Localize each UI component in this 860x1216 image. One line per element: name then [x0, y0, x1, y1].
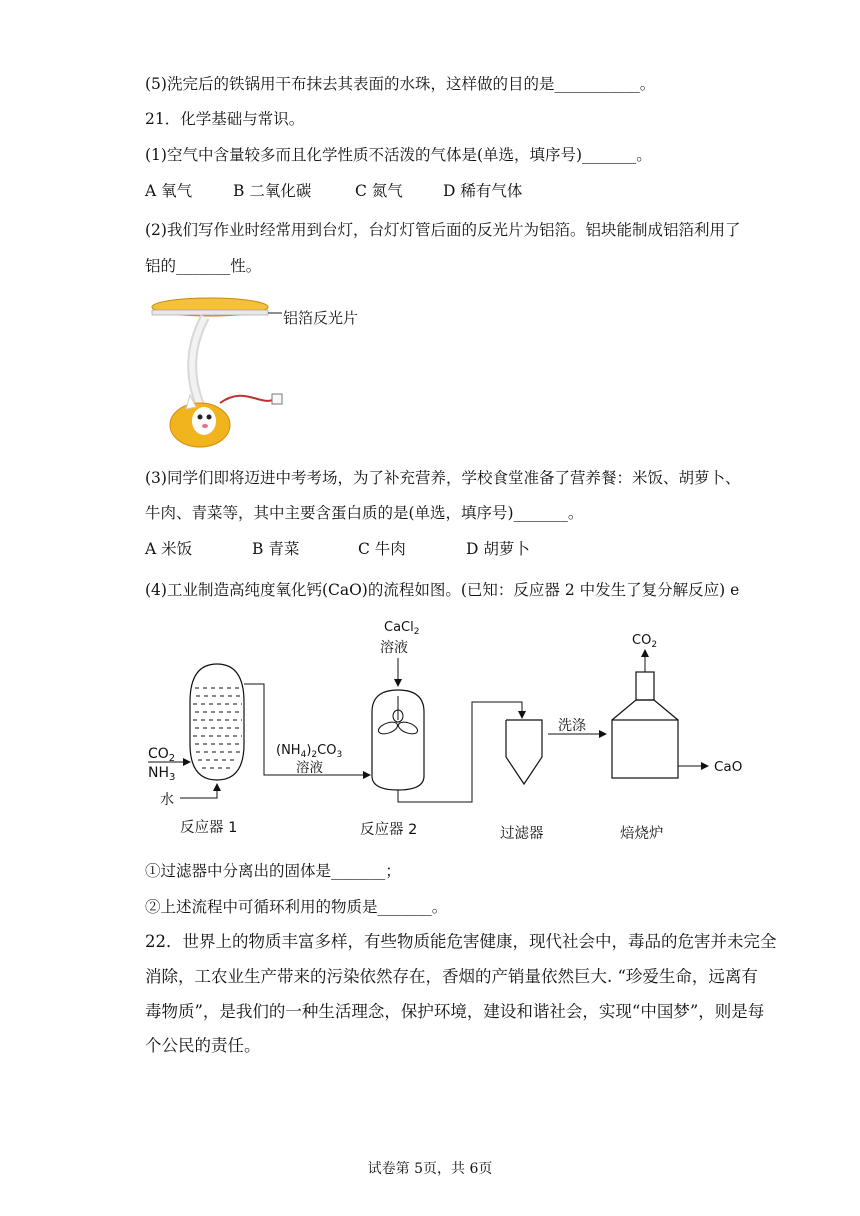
- q22-line4: 个公民的责任。: [145, 1036, 261, 1055]
- q21-p4-question2: ②上述流程中可循环利用的物质是_______。: [145, 898, 448, 916]
- q21-p3-option-c: C 牛肉: [358, 540, 406, 558]
- q22-line3: 毒物质”，是我们的一种生活理念，保护环境，建设和谐社会，实现“中国梦”，则是每: [145, 1002, 765, 1021]
- q21-part4: (4)工业制造高纯度氧化钙(CaO)的流程如图。(已知：反应器 2 中发生了复分解反应) e: [145, 581, 740, 599]
- q21-p3-option-d: D 胡萝卜: [466, 540, 530, 558]
- q21-p1-option-d: D 稀有气体: [443, 182, 523, 200]
- cao-process-flowchart: [140, 612, 760, 852]
- q21-part3-line2: 牛肉、青菜等，其中主要含蛋白质的是(单选，填序号)_______。: [145, 504, 584, 522]
- cao-output-label: CaO: [714, 759, 743, 775]
- svg-text:CaCl2: CaCl$_2$: [384, 620, 420, 637]
- svg-text:CO2: $CO_2$: [148, 746, 176, 764]
- reactor-2-label: 反应器 2: [360, 822, 418, 838]
- water-input-label: 水: [160, 792, 174, 808]
- furnace-label: 焙烧炉: [620, 826, 664, 842]
- filter-label: 过滤器: [500, 826, 544, 842]
- q21-p1-option-a: A 氧气: [145, 182, 193, 200]
- reactor-1-label: 反应器 1: [180, 820, 238, 836]
- q21-title: 21．化学基础与常识。: [145, 110, 305, 128]
- q20-part5: (5)洗完后的铁锅用干布抹去其表面的水珠，这样做的目的是___________。: [145, 75, 656, 93]
- q21-part2-line1: (2)我们写作业时经常用到台灯，台灯灯管后面的反光片为铝箔。铝块能制成铝箔利用了: [145, 221, 741, 239]
- reactor-2: [372, 690, 424, 790]
- q22-line1: 22．世界上的物质丰富多样，有些物质能危害健康，现代社会中，毒品的危害并未完全: [145, 932, 777, 951]
- svg-text:CO2: $CO_2$: [632, 633, 658, 650]
- q22-line2: 消除，工农业生产带来的污染依然存在，香烟的产销量依然巨大. “珍爱生命，远离有: [145, 967, 758, 986]
- q21-part1: (1)空气中含量较多而且化学性质不活泼的气体是(单选，填序号)_______。: [145, 146, 652, 164]
- q21-part2-line2: 铝的_______性。: [145, 257, 262, 275]
- q21-p3-option-b: B 青菜: [252, 540, 300, 558]
- q21-part3-line1: (3)同学们即将迈进中考考场，为了补充营养，学校食堂准备了营养餐：米饭、胡萝卜、: [145, 469, 741, 487]
- wash-label: 洗涤: [558, 718, 586, 734]
- page-footer: 试卷第 5页，共 6页: [367, 1161, 493, 1177]
- roasting-furnace: [612, 672, 678, 778]
- svg-text:NH3: $NH_3$: [148, 765, 176, 783]
- q21-p1-option-b: B 二氧化碳: [233, 182, 312, 200]
- carbonate-solution-label: 溶液: [296, 760, 323, 776]
- svg-text:(NH4)2CO3: $(NH_4)_2CO_3$: [276, 743, 343, 760]
- q21-p3-option-a: A 米饭: [145, 540, 193, 558]
- reactor-1: [190, 664, 244, 780]
- q21-p1-option-c: C 氮气: [355, 182, 403, 200]
- filter: [506, 720, 542, 784]
- lamp-reflector-label: 铝箔反光片: [283, 309, 359, 327]
- cacl2-solution-label: 溶液: [380, 640, 408, 656]
- q21-p4-question1: ①过滤器中分离出的固体是_______；: [145, 862, 401, 880]
